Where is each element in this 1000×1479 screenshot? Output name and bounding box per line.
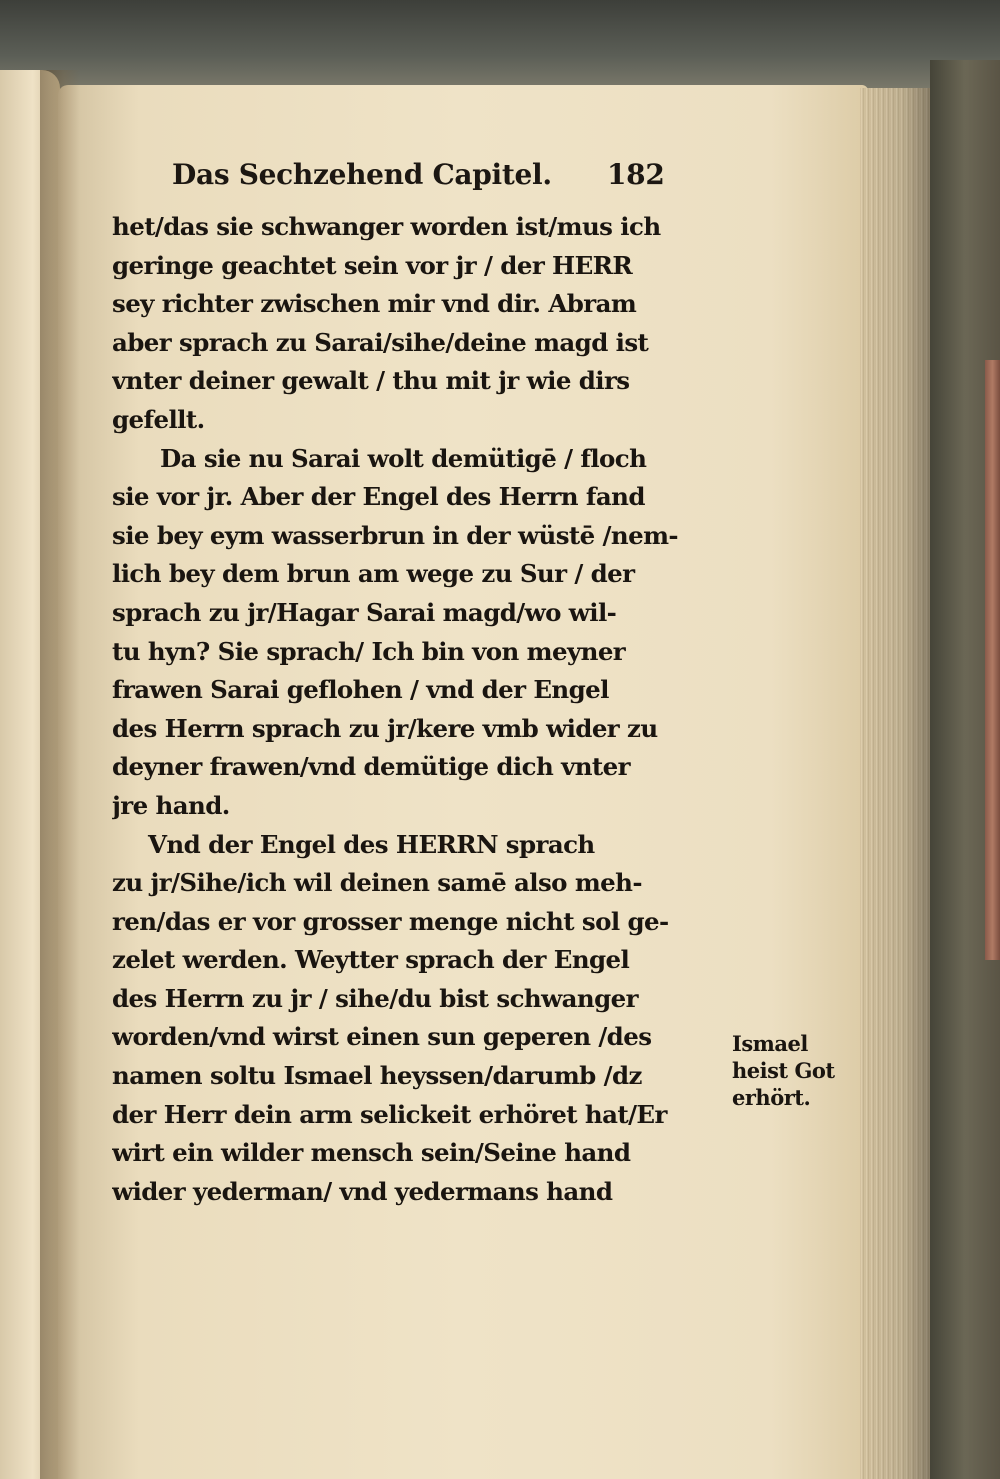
text-line: deyner frawen/vnd demütige dich vnter: [112, 752, 630, 782]
folio-number: 182: [607, 158, 665, 191]
text-line: wirt ein wilder mensch sein/Seine hand: [112, 1138, 631, 1168]
page-stack-shadow: [860, 88, 930, 1479]
text-line: sie vor jr. Aber der Engel des Herrn fand: [112, 482, 645, 512]
margin-note: [732, 1030, 857, 1111]
text-line: worden/vnd wirst einen sun geperen /des: [112, 1022, 652, 1052]
text-line: tu hyn? Sie sprach/ Ich bin von meyner: [112, 636, 626, 666]
margin-note-line: heist Got: [732, 1058, 835, 1083]
text-line: sie bey eym wasserbrun in der wüstē /nem-: [112, 520, 678, 550]
text-line: zu jr/Sihe/ich wil deinen samē also meh-: [112, 868, 642, 898]
text-line: Vnd der Engel des HERRN sprach: [148, 829, 595, 859]
text-line: vnter deiner gewalt / thu mit jr wie dirs: [112, 366, 630, 396]
text-line: geringe geachtet sein vor jr / der HERR: [112, 250, 633, 280]
text-line: wider yederman/ vnd yedermans hand: [112, 1176, 613, 1206]
text-line: des Herrn sprach zu jr/kere vmb wider zu: [112, 713, 658, 743]
text-line: ren/das er vor grosser menge nicht sol ge-: [112, 906, 669, 936]
text-line: jre hand.: [112, 790, 230, 820]
running-header: [172, 158, 672, 198]
chapter-title: Das Sechzehend Capitel.: [172, 158, 552, 191]
text-line: der Herr dein arm selickeit erhöret hat/Er: [112, 1099, 667, 1129]
book-cover-top: [0, 0, 1000, 92]
body-text: [112, 208, 732, 1211]
text-line: het/das sie schwanger worden ist/mus ich: [112, 212, 661, 241]
text-line: sey richter zwischen mir vnd dir. Abram: [112, 289, 637, 319]
text-line: zelet werden. Weytter sprach der Engel: [112, 945, 630, 975]
text-line: lich bey dem brun am wege zu Sur / der: [112, 559, 635, 589]
text-line: des Herrn zu jr / sihe/du bist schwanger: [112, 983, 638, 1013]
margin-note-line: Ismael: [732, 1031, 808, 1056]
margin-note-line: erhört.: [732, 1085, 811, 1110]
text-line: namen soltu Ismael heyssen/darumb /dz: [112, 1061, 642, 1091]
text-line: aber sprach zu Sarai/sihe/deine magd ist: [112, 327, 649, 357]
cover-edge-strip: [985, 360, 1000, 960]
text-line: sprach zu jr/Hagar Sarai magd/wo wil-: [112, 597, 617, 627]
text-line: frawen Sarai geflohen / vnd der Engel: [112, 675, 609, 705]
text-line: Da sie nu Sarai wolt demütigē / floch: [160, 443, 647, 473]
text-line: gefellt.: [112, 404, 205, 434]
page-gutter-shadow: [40, 70, 80, 1479]
